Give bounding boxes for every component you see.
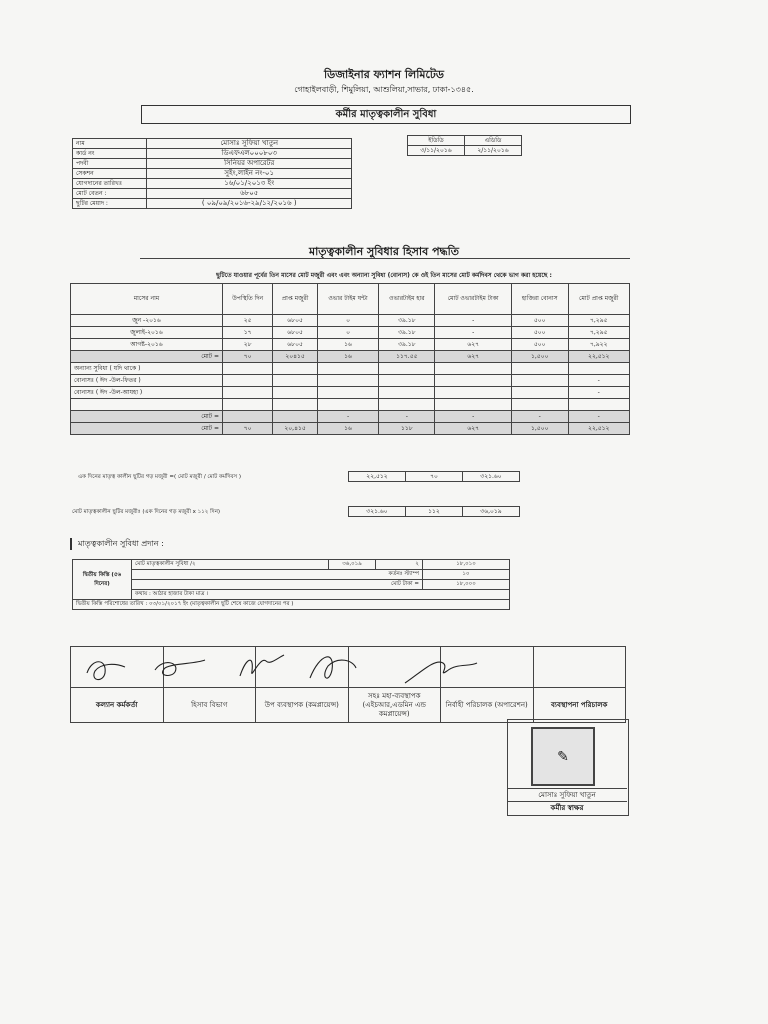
info-row <box>73 169 352 179</box>
table-cell: ৬২৭ <box>435 351 512 363</box>
table-cell: - <box>512 411 569 423</box>
table-cell: ১,৫০০ <box>512 423 569 435</box>
add-value: ২/১১/২০১৬ <box>465 146 522 156</box>
table-cell: ৬২৭ <box>435 423 512 435</box>
table-cell <box>273 375 318 387</box>
info-label: নাম <box>73 139 147 149</box>
table-cell <box>568 399 630 411</box>
table-cell: ২৫ <box>223 315 273 327</box>
table-cell <box>435 363 512 375</box>
table-cell <box>223 387 273 399</box>
info-label: পদবী <box>73 159 147 169</box>
info-row <box>73 149 352 159</box>
table-cell: ৭০ <box>223 423 273 435</box>
table-row <box>71 351 630 363</box>
table-cell <box>435 375 512 387</box>
section-title: মাতৃত্বকালীন সুবিধার হিসাব পদ্ধতি <box>308 245 460 258</box>
section-divider <box>140 258 630 259</box>
column-header: হাজিরা বোনাস <box>512 284 569 315</box>
table-row <box>71 387 630 399</box>
signature-space <box>533 647 626 688</box>
net-total-label: মোট টাকা = <box>132 580 423 590</box>
benefit-payment-table <box>72 559 510 610</box>
table-cell <box>568 363 630 375</box>
table-cell: ২৮ <box>223 339 273 351</box>
benefit-value: ৩৬,০১৯ <box>329 560 376 570</box>
column-header: ওভার টাইম ঘন্টা <box>317 284 378 315</box>
info-label: ছুটির মেয়াদ : <box>73 199 147 209</box>
table-cell: ৬৮০৫ <box>273 327 318 339</box>
table-row <box>71 399 630 411</box>
employee-info-table <box>72 138 352 209</box>
info-label: মোট বেতন : <box>73 189 147 199</box>
table-cell: বোনাসঃ ( ঈদ -উল-ফিতর ) <box>71 375 223 387</box>
column-header: মোট প্রাপ্ত মজুরী <box>568 284 630 315</box>
table-cell: ৬৮০৫ <box>273 315 318 327</box>
signature-scribbles <box>75 648 515 693</box>
table-cell: ১১৮ <box>379 423 435 435</box>
table-cell: ১৭ <box>223 327 273 339</box>
info-value: সুইং,লাইন নং-০১ <box>147 169 352 179</box>
table-cell: - <box>435 327 512 339</box>
table-cell <box>71 399 223 411</box>
benefit-value: ২ <box>376 560 423 570</box>
calculation-note: ছুটিতে যাওয়ার পূর্বের তিন মাসের মোট মজুরী এবং এবং অন্যান্য সুবিধা (বোনাস) কে ওই তিন মাসের মোট কর্মদিবস থেকে ভাগ করা হয়েছে : <box>216 272 552 279</box>
table-cell: - <box>568 375 630 387</box>
table-cell: - <box>435 315 512 327</box>
deduction-label: কর্তনঃ স্ট্যাম্প <box>132 570 423 580</box>
benefit-payment-title: মাতৃত্বকালীন সুবিধা প্রদান : <box>70 538 164 550</box>
table-cell: - <box>435 411 512 423</box>
calc-value: ১১২ <box>406 507 463 517</box>
table-cell <box>273 411 318 423</box>
amount-in-words: কথায় : আঠার হাজার টাকা মাত্র । <box>132 590 510 600</box>
column-header: মাসের নাম <box>71 284 223 315</box>
employee-signature-label: কর্মীর স্বাক্ষর <box>507 801 627 814</box>
table-cell: ১৬ <box>317 423 378 435</box>
info-row <box>73 159 352 169</box>
table-row <box>71 327 630 339</box>
table-cell: ৭,২৯৫ <box>568 327 630 339</box>
table-cell: ২০,৪১৫ <box>273 423 318 435</box>
table-cell <box>435 387 512 399</box>
table-cell <box>223 363 273 375</box>
calc-value: ৩২১.৬০ <box>463 472 520 482</box>
date-table <box>407 135 522 156</box>
payment-date: দ্বিতীয় কিস্তি পরিশোধের তারিখ : ০৩/০১/২০১৭ ইং (মাতৃত্বকালীন ছুটি শেষে কাজে যোগদানের পর ) <box>73 600 510 610</box>
employee-name: মোসাঃ সুফিয়া খাতুন <box>507 788 627 801</box>
table-cell: - <box>568 387 630 399</box>
table-cell: ৫০০ <box>512 315 569 327</box>
table-cell <box>223 411 273 423</box>
grand-total-row <box>71 423 630 435</box>
table-cell: ২২,৫১২ <box>568 423 630 435</box>
info-label: কার্ড নং <box>73 149 147 159</box>
benefit-row-label: মোট মাতৃত্বকালীন সুবিধা /২ <box>132 560 329 570</box>
table-cell: অন্যান্য সুবিধা ( যদি থাকে ) <box>71 363 223 375</box>
table-cell <box>512 387 569 399</box>
calc-value: ৩২১.৬০ <box>349 507 406 517</box>
table-cell: আগষ্ট-২০১৬ <box>71 339 223 351</box>
edd-header: ইডিডি <box>408 136 465 146</box>
table-cell <box>317 387 378 399</box>
wages-table <box>70 283 630 435</box>
table-cell <box>379 363 435 375</box>
table-cell: ৩৯.১৮ <box>379 315 435 327</box>
table-row <box>71 315 630 327</box>
table-cell: ১১৭.৫৫ <box>379 351 435 363</box>
table-cell <box>273 399 318 411</box>
daily-average-values <box>348 471 520 482</box>
company-address: গোহাইলবাড়ী, শিমুলিয়া, আশুলিয়া,সাভার, ঢাকা-১৩৪৫. <box>294 85 474 94</box>
document-title: কর্মীর মাতৃত্বকালীন সুবিধা <box>141 105 631 124</box>
table-cell <box>317 375 378 387</box>
table-cell <box>223 399 273 411</box>
table-cell: ৬২৭ <box>435 339 512 351</box>
info-label: যোগদানের তারিখঃ <box>73 179 147 189</box>
table-cell <box>379 375 435 387</box>
table-cell: ৭,৯২২ <box>568 339 630 351</box>
calc-value: ৭০ <box>406 472 463 482</box>
info-row <box>73 189 352 199</box>
table-cell <box>223 375 273 387</box>
info-value: ডিএফএল০০০৮০৩ <box>147 149 352 159</box>
installment-label: দ্বিতীয় কিস্তি (৫৬ দিনের) <box>73 560 132 600</box>
info-value: ( ০৯/০৯/২০১৬-২৯/১২/২০১৬ ) <box>147 199 352 209</box>
table-cell <box>379 399 435 411</box>
table-cell: ১,৫০০ <box>512 351 569 363</box>
info-row <box>73 179 352 189</box>
signatory-title: সহঃ মহা-ব্যবস্থাপক (এইচআর,এডমিন এন্ড কমপ্লায়েন্স) <box>348 688 441 723</box>
signatory-title: কল্যান কর্মকর্তা <box>71 688 164 723</box>
info-value: ৬৮০৫ <box>147 189 352 199</box>
table-cell: মোট = <box>71 351 223 363</box>
table-cell: মোট = <box>71 423 223 435</box>
add-header: এডিডি <box>465 136 522 146</box>
info-row <box>73 199 352 209</box>
info-label: সেকশন <box>73 169 147 179</box>
table-cell: বোনাসঃ ( ঈদ -উল-আযহা ) <box>71 387 223 399</box>
signatory-title: উপ ব্যবস্থাপক (কমপ্লায়েন্স) <box>256 688 349 723</box>
table-cell <box>512 399 569 411</box>
table-cell: জুলাই-২০১৬ <box>71 327 223 339</box>
table-cell: জুন -২০১৬ <box>71 315 223 327</box>
total-leave-wage-label: মোট মাতৃত্বকালীন ছুটির মজুরীঃ (এক দিনের গড় মজুরী x ১১২ দিন) <box>72 509 221 515</box>
info-value: মোসাঃ সুফিয়া খাতুন <box>147 139 352 149</box>
info-value: সিনিয়র অপারেটর <box>147 159 352 169</box>
table-cell: ৬৮০৫ <box>273 339 318 351</box>
deduction-value: ১০ <box>423 570 510 580</box>
edd-value: ৩/১১/২০১৬ <box>408 146 465 156</box>
table-row <box>71 375 630 387</box>
table-cell: ২০৪১৫ <box>273 351 318 363</box>
table-cell: ৩৯.১৮ <box>379 339 435 351</box>
table-cell <box>273 363 318 375</box>
revenue-stamp-icon: ✎ <box>531 727 595 786</box>
table-cell: ৩৯.১৮ <box>379 327 435 339</box>
table-cell: ১৬ <box>317 339 378 351</box>
table-cell <box>317 399 378 411</box>
table-cell: ২২,৫১২ <box>568 351 630 363</box>
table-cell: - <box>379 411 435 423</box>
signatory-title: হিসাব বিভাগ <box>163 688 256 723</box>
info-row <box>73 139 352 149</box>
company-name: ডিজাইনার ফ্যাশন লিমিটেড <box>323 68 445 81</box>
table-cell: মোট = <box>71 411 223 423</box>
table-row <box>71 339 630 351</box>
signatory-title: নির্বাহী পরিচালক (অপারেশন) <box>441 688 534 723</box>
info-value: ১৬/০১/২০১৩ ইং <box>147 179 352 189</box>
table-cell <box>273 387 318 399</box>
calc-value: ৩৬,০১৯ <box>463 507 520 517</box>
table-cell: ৭,২৯৫ <box>568 315 630 327</box>
column-header: প্রাপ্ত মজুরী <box>273 284 318 315</box>
benefit-value: ১৮,০১০ <box>423 560 510 570</box>
column-header: ওভারটাইম হার <box>379 284 435 315</box>
table-cell: - <box>317 411 378 423</box>
table-cell: ৫০০ <box>512 327 569 339</box>
table-cell <box>512 375 569 387</box>
table-row <box>71 411 630 423</box>
column-header: উপস্থিতি দিন <box>223 284 273 315</box>
table-cell: ০ <box>317 315 378 327</box>
daily-average-label: এক দিনের মাতৃত্ব কালীন ছুটির গড় মজুরী =( মোট মজুরী / মোট কর্মদিবস ) <box>78 474 241 480</box>
signatory-title: ব্যবস্থাপনা পরিচালক <box>533 688 626 723</box>
table-cell <box>317 363 378 375</box>
table-cell: ৫০০ <box>512 339 569 351</box>
table-cell <box>379 387 435 399</box>
total-leave-wage-values <box>348 506 520 517</box>
table-cell: ১৬ <box>317 351 378 363</box>
table-cell <box>512 363 569 375</box>
calc-value: ২২,৫১২ <box>349 472 406 482</box>
net-total-value: ১৮,০০০ <box>423 580 510 590</box>
table-cell <box>435 399 512 411</box>
table-row <box>71 363 630 375</box>
table-cell: - <box>568 411 630 423</box>
table-cell: ০ <box>317 327 378 339</box>
column-header: মোট ওভারটাইম টাকা <box>435 284 512 315</box>
table-cell: ৭০ <box>223 351 273 363</box>
